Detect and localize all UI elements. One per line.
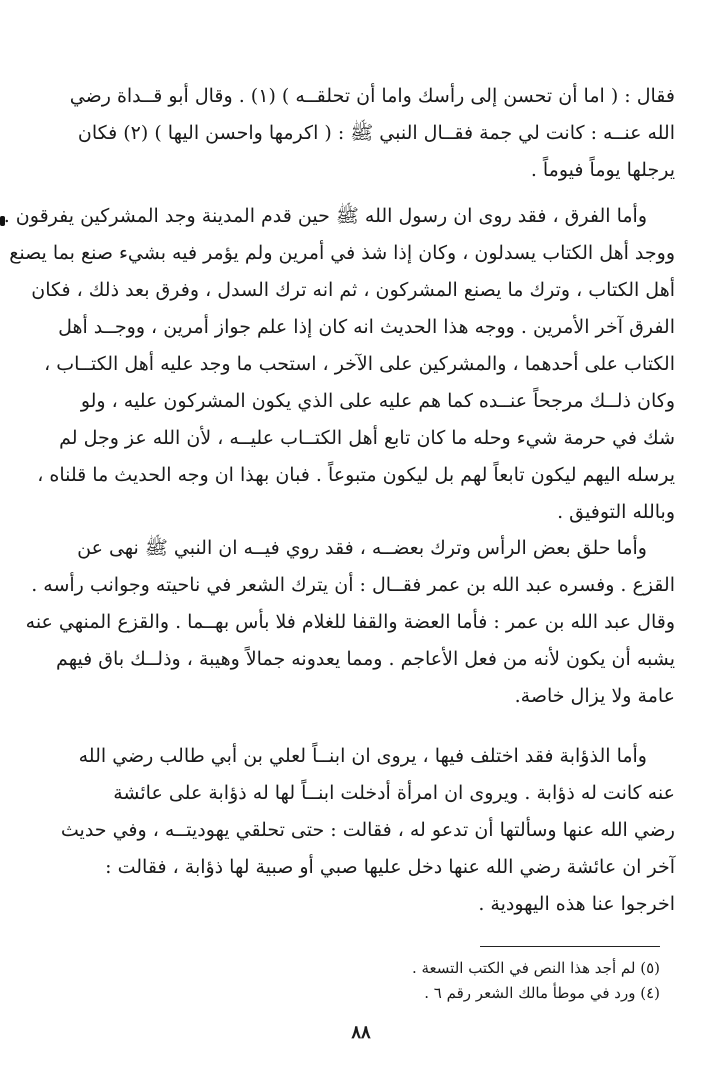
text-line: عامة ولا يزال خاصة. bbox=[514, 685, 675, 707]
text-line: آخر ان عائشة رضي الله عنها دخل عليها صبي أو صبية لها ذؤابة ، فقالت : bbox=[105, 856, 675, 878]
text-line: عنه كانت له ذؤابة . ويروى ان امرأة أدخلت ابنــاً لها له ذؤابة على عائشة bbox=[113, 782, 675, 804]
paragraph-2 bbox=[3, 198, 675, 531]
text-line: يرجلها يوماً فيوماً . bbox=[530, 159, 675, 181]
text-line: وأما الفرق ، فقد روى ان رسول الله ﷺ حين قدم المدينة وجد المشركين يفرقون . bbox=[3, 205, 647, 227]
text-line: وأما الذؤابة فقد اختلف فيها ، يروى ان ابنــاً لعلي بن أبي طالب رضي الله bbox=[78, 745, 647, 767]
text-line: يشبه أن يكون لأنه من فعل الأعاجم . ومما يعدونه جمالاً وهيبة ، وذلــك باق فيهم bbox=[56, 648, 675, 670]
text-line: القزع . وفسره عبد الله بن عمر فقــال : أن يترك الشعر في ناحيته وجوانب رأسه . bbox=[31, 574, 675, 596]
text-line: الله عنــه : كانت لي جمة فقــال النبي ﷺ : ( اكرمها واحسن اليها ) (٢) فكان bbox=[77, 122, 675, 144]
text-line: فقال : ( اما أن تحسن إلى رأسك واما أن تحلقــه ) (١) . وقال أبو قــداة رضي bbox=[69, 85, 675, 107]
footnote: (٥) لم أجد هذا النص في الكتب التسعة . bbox=[411, 959, 660, 977]
paragraph-1 bbox=[70, 78, 675, 189]
text-line: الفرق آخر الأمرين . ووجه هذا الحديث انه كان إذا علم جواز أمرين ، ووجــد أهل bbox=[58, 316, 675, 338]
paragraph-3 bbox=[25, 530, 675, 715]
text-line: رضي الله عنها وسألتها أن تدعو له ، فقالت : حتى تحلقي يهوديتــه ، وفي حديث bbox=[60, 819, 675, 841]
text-line: وقال عبد الله بن عمر : فأما العضة والقفا للغلام فلا بأس بهــما . والقزع المنهي عنه bbox=[25, 611, 675, 633]
text-line: اخرجوا عنا هذه اليهودية . bbox=[478, 893, 675, 915]
footnote-divider bbox=[480, 946, 660, 947]
text-line: أهل الكتاب ، وترك ما يصنع المشركون ، ثم انه ترك السدل ، وفرق بعد ذلك ، فكان bbox=[31, 279, 675, 301]
footnote: (٤) ورد في موطأ مالك الشعر رقم ٦ . bbox=[424, 984, 660, 1002]
page-number: ٨٨ bbox=[351, 1022, 371, 1043]
text-line: وأما حلق بعض الرأس وترك بعضــه ، فقد روي فيــه ان النبي ﷺ نهى عن bbox=[77, 537, 647, 559]
text-line: ووجد أهل الكتاب يسدلون ، وكان إذا شذ في أمرين ولم يؤمر فيه بشيء صنع بما يصنع bbox=[9, 242, 675, 264]
text-line: يرسله اليهم ليكون تابعاً لهم بل ليكون متبوعاً . فبان بهذا ان وجه الحديث ما قلناه ، bbox=[37, 464, 675, 486]
text-line: وكان ذلــك مرجحاً عنــده كما هم عليه على الذي يكون المشركون عليه ، ولو bbox=[80, 390, 675, 412]
paragraph-4 bbox=[60, 738, 675, 923]
text-line: وبالله التوفيق . bbox=[557, 501, 675, 523]
text-line: الكتاب على أحدهما ، والمشركين على الآخر ، استحب ما وجد عليه أهل الكتــاب ، bbox=[44, 353, 675, 375]
footnotes bbox=[240, 956, 660, 1006]
text-line: شك في حرمة شيء وحله ما كان تابع أهل الكتــاب عليــه ، لأن الله عز وجل لم bbox=[59, 427, 675, 449]
